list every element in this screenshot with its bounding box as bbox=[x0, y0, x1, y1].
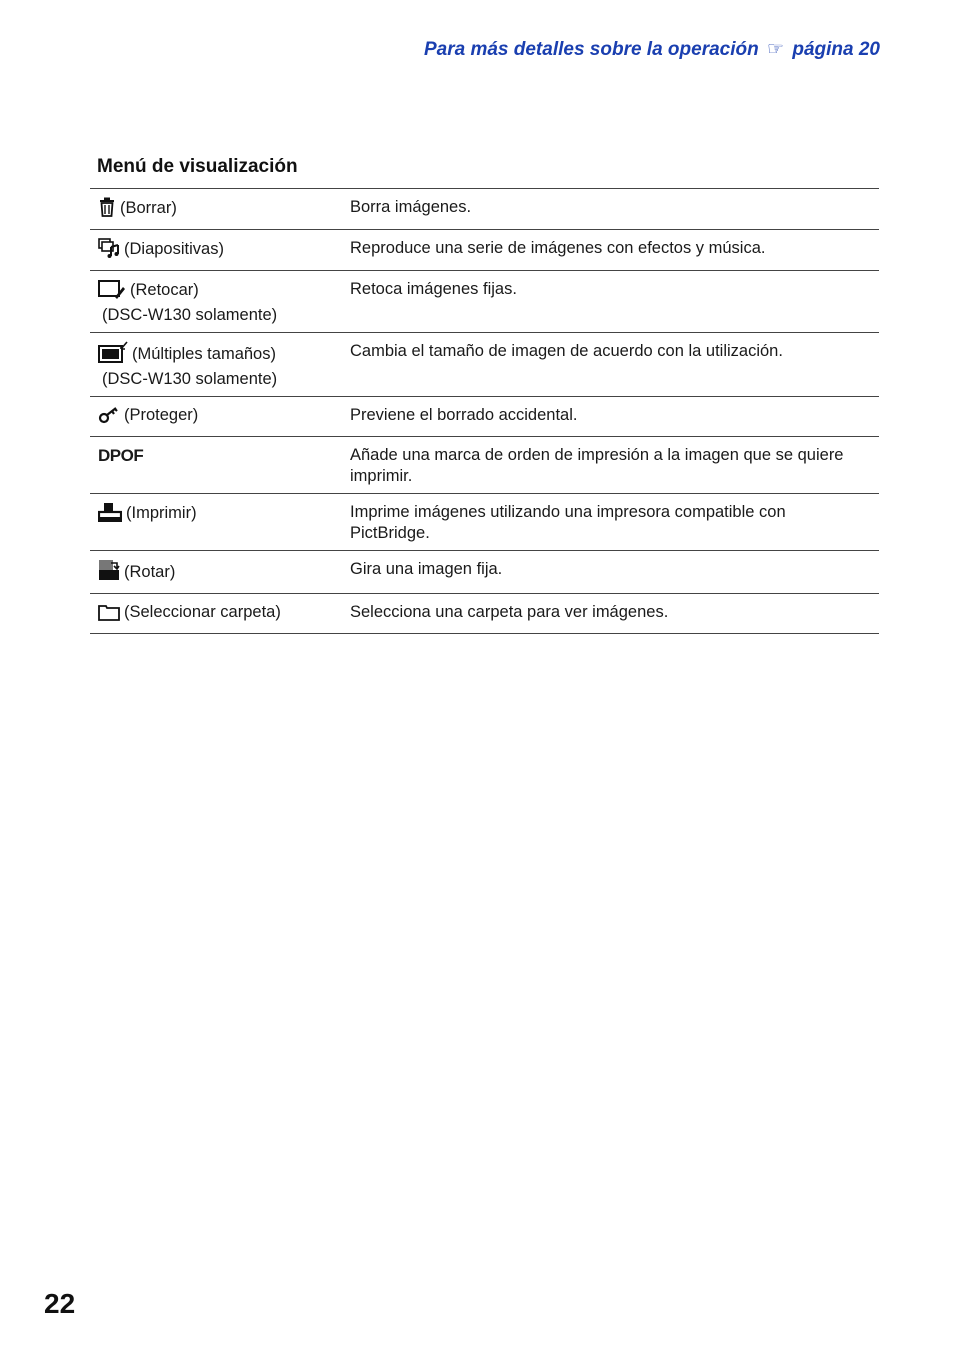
menu-item-description: Retoca imágenes fijas. bbox=[350, 271, 879, 333]
menu-item-description: Imprime imágenes utilizando una impresora compatible con PictBridge. bbox=[350, 494, 879, 551]
cross-reference-header bbox=[424, 38, 880, 61]
section-title: Menú de visualización bbox=[97, 156, 298, 177]
model-note: (DSC-W130 solamente) bbox=[102, 370, 278, 388]
menu-item-cell bbox=[90, 271, 350, 333]
menu-item-label: (Seleccionar carpeta) bbox=[124, 603, 281, 621]
menu-item-cell bbox=[90, 333, 350, 397]
cross-reference-page[interactable]: página 20 bbox=[792, 39, 880, 60]
menu-item-cell bbox=[90, 551, 350, 594]
trash-icon bbox=[98, 197, 116, 223]
menu-item-cell bbox=[90, 494, 350, 551]
table-row bbox=[90, 333, 879, 397]
menu-item-label: (Retocar) bbox=[130, 281, 199, 299]
menu-item-description: Selecciona una carpeta para ver imágenes. bbox=[350, 594, 879, 634]
menu-item-cell bbox=[90, 437, 350, 494]
menu-item-cell bbox=[90, 397, 350, 437]
menu-item-description: Añade una marca de orden de impresión a la imagen que se quiere imprimir. bbox=[350, 437, 879, 494]
menu-item-label: (Diapositivas) bbox=[124, 240, 224, 258]
protect-key-icon bbox=[98, 406, 120, 430]
menu-item-description: Borra imágenes. bbox=[350, 189, 879, 230]
page-number: 22 bbox=[44, 1288, 76, 1319]
menu-item-cell bbox=[90, 230, 350, 271]
table-row bbox=[90, 230, 879, 271]
menu-item-cell bbox=[90, 594, 350, 634]
menu-item-label: (Rotar) bbox=[124, 563, 176, 581]
table-row bbox=[90, 551, 879, 594]
menu-item-label: (Proteger) bbox=[124, 406, 199, 424]
menu-item-description: Previene el borrado accidental. bbox=[350, 397, 879, 437]
menu-item-description: Gira una imagen fija. bbox=[350, 551, 879, 594]
table-row bbox=[90, 397, 879, 437]
print-icon bbox=[98, 502, 122, 528]
dpof-icon: DPOF bbox=[98, 446, 144, 465]
rotate-icon bbox=[98, 559, 120, 587]
menu-item-label: (Imprimir) bbox=[126, 504, 197, 522]
cross-reference-text: Para más detalles sobre la operación bbox=[423, 39, 759, 60]
slideshow-icon bbox=[98, 238, 120, 264]
table-row bbox=[90, 189, 879, 230]
table-row bbox=[90, 437, 879, 494]
resize-icon bbox=[98, 341, 128, 369]
retouch-icon bbox=[98, 279, 126, 305]
model-note: (DSC-W130 solamente) bbox=[102, 306, 278, 324]
pointing-hand-icon: ☞ bbox=[767, 39, 785, 60]
table-row bbox=[90, 494, 879, 551]
table-row bbox=[90, 271, 879, 333]
menu-item-description: Reproduce una serie de imágenes con efectos y música. bbox=[350, 230, 879, 271]
table-row bbox=[90, 594, 879, 634]
menu-item-label: (Borrar) bbox=[120, 199, 177, 217]
folder-icon bbox=[98, 603, 120, 627]
menu-item-cell bbox=[90, 189, 350, 230]
menu-item-label: (Múltiples tamaños) bbox=[132, 345, 276, 363]
menu-item-description: Cambia el tamaño de imagen de acuerdo con la utilización. bbox=[350, 333, 879, 397]
viewing-menu-table bbox=[90, 188, 879, 634]
